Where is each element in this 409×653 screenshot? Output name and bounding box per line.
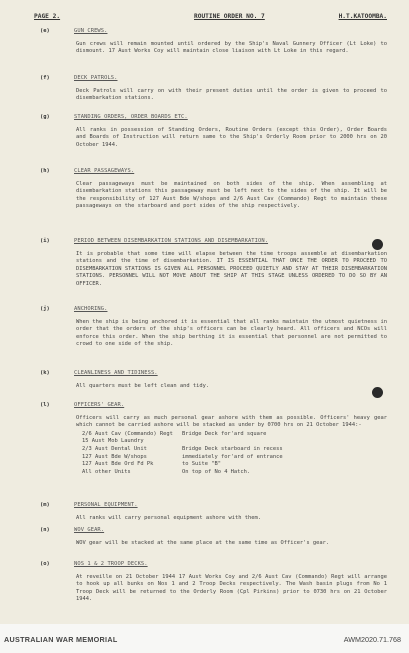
stowage-location: Bridge Deck for'ard square	[182, 430, 267, 437]
section-clear-passageways	[40, 168, 387, 211]
section-text: WOV gear will be stacked at the same place at the same time as Officer's gear.	[76, 539, 330, 546]
section-title: WOV GEAR.	[74, 527, 105, 533]
section-text: When the ship is being anchored it is essential that all ranks maintain the utmost quietness in order that the orders of the ship's officers can be clearly heard. All officers and NCOs will enforce this order. When the ship berthing it is essential that personnel are not permitted to crowd to one side of the ship.	[76, 318, 387, 348]
section-anchoring	[40, 306, 387, 349]
section-text: It is probable that some time will elapse between the time troops assemble at disembarkation stations and the time of disembarkation. IT IS ESSENTIAL THAT ONCE THE ORDER TO PROCEED TO DISEMBARKATION STATIONS IS GIVEN ALL PERSONNEL PROCEED QUIETLY AND STAY AT THEIR DISEMBARKATION STATIONS. PERSONNEL WILL NOT MOVE ABOUT THE SHIP AT THIS STAGE UNLESS ORDERED TO DO SO BY AN OFFICER.	[76, 250, 387, 287]
page-header	[34, 13, 387, 23]
section-standing-orders	[40, 114, 387, 149]
archive-footer	[0, 624, 409, 653]
section-cleanliness	[40, 370, 387, 390]
section-title: STANDING ORDERS, ORDER BOARDS ETC.	[74, 114, 188, 120]
section-period-between-stations	[40, 238, 387, 289]
section-letter: (l)	[40, 402, 50, 408]
section-letter: (k)	[40, 370, 50, 376]
section-text: Officers will carry as much personal gear ashore with them as possible. Officers' heavy gear which cannot be carried ashore will be stacked as under by 0700 hrs on 21 October 1944:-	[76, 414, 387, 429]
section-title: GUN CREWS.	[74, 28, 108, 34]
section-text: Clear passageways must be maintained on both sides of the ship. When assembling at disembarkation stations this passageway must be left next to the sides of the ship. It will be the responsibility of 127 Aust Bde W/shops and 2/6 Aust Cav (Commando) Regt to maintain these passageways on the starboard and port sides of the ship respectively.	[76, 180, 387, 210]
accession-number: AWM2020.71.768	[343, 635, 401, 644]
stowage-unit: 15 Aust Mob Laundry	[82, 438, 144, 445]
section-letter: (h)	[40, 168, 50, 174]
section-text: All ranks will carry personal equipment ashore with them.	[76, 514, 261, 521]
section-title: PERIOD BETWEEN DISEMBARKATION STATIONS AND DISEMBARKATION.	[74, 238, 269, 244]
stowage-unit: All other Units	[82, 468, 131, 475]
section-letter: (e)	[40, 28, 50, 34]
punch-hole	[372, 239, 383, 250]
stowage-location: immediately for'ard of entrance	[182, 453, 283, 460]
stowage-unit: 127 Aust Bde W/shops	[82, 453, 147, 460]
stowage-unit: 2/6 Aust Cav (Commando) Regt	[82, 430, 173, 437]
section-letter: (j)	[40, 306, 50, 312]
section-title: CLEAR PASSAGEWAYS.	[74, 168, 135, 174]
stowage-row	[76, 461, 387, 469]
section-text: All ranks in possession of Standing Orders, Routine Orders (except this Order), Order Boards and Boards of Instruction will return same to the Ship's Orderly Room prior to 2000 hrs on 20 October 1944.	[76, 126, 387, 148]
section-officers-gear	[40, 402, 387, 476]
stowage-unit: 2/3 Aust Dental Unit	[82, 445, 147, 452]
stowage-location: Bridge Deck starboard in recess	[182, 445, 283, 452]
section-text: All quarters must be left clean and tidy.	[76, 382, 210, 389]
stowage-unit: 127 Aust Bde Ord Fd Pk	[82, 461, 154, 468]
section-text: Deck Patrols will carry on with their present duties until the order is given to proceed to disembarkation stations.	[76, 87, 387, 102]
section-deck-patrols	[40, 75, 387, 103]
section-title: CLEANLINESS AND TIDINESS.	[74, 370, 158, 376]
stowage-row	[76, 454, 387, 462]
section-text: Gun crews will remain mounted until ordered by the Ship's Naval Gunnery Officer (Lt Loke) to dismount. 17 Aust Works Coy will maintain close liaison with Lt Loke in this regard.	[76, 40, 387, 55]
stowage-row	[76, 431, 387, 439]
section-title: DECK PATROLS.	[74, 75, 118, 81]
stowage-table	[76, 431, 387, 477]
section-title: NOS 1 & 2 TROOP DECKS.	[74, 561, 148, 567]
section-gun-crews	[40, 28, 387, 56]
section-letter: (i)	[40, 238, 50, 244]
order-title: ROUTINE ORDER NO. 7	[194, 13, 265, 20]
stowage-row	[76, 438, 387, 446]
section-letter: (n)	[40, 527, 50, 533]
section-personal-equipment	[40, 502, 387, 522]
page-number: PAGE 2.	[34, 13, 61, 20]
archive-name: AUSTRALIAN WAR MEMORIAL	[4, 635, 118, 644]
section-letter: (o)	[40, 561, 50, 567]
section-letter: (f)	[40, 75, 50, 81]
section-title: PERSONAL EQUIPMENT.	[74, 502, 138, 508]
stowage-row	[76, 446, 387, 454]
section-title: OFFICERS' GEAR.	[74, 402, 125, 408]
stowage-row	[76, 469, 387, 477]
stowage-location	[182, 438, 387, 446]
section-text: At reveille on 21 October 1944 17 Aust Works Coy and 2/6 Aust Cav (Commando) Regt will arrange to hook up all bunks on Nos 1 and 2 Troop Decks respectively. The Wash basin plugs from No 1 Troop Deck will be returned to the Orderly Room (Cpl Pirkins) prior to 0730 hrs on 21 October 1944.	[76, 573, 387, 603]
ship-name: H.T.KATOOMBA.	[338, 13, 387, 20]
section-troop-decks	[40, 561, 387, 604]
punch-hole	[372, 387, 383, 398]
section-letter: (m)	[40, 502, 50, 508]
section-wov-gear	[40, 527, 387, 547]
section-letter: (g)	[40, 114, 50, 120]
stowage-location: On top of No 4 Hatch.	[182, 468, 251, 475]
stowage-location: to Suite "B"	[182, 461, 221, 468]
section-title: ANCHORING.	[74, 306, 108, 312]
